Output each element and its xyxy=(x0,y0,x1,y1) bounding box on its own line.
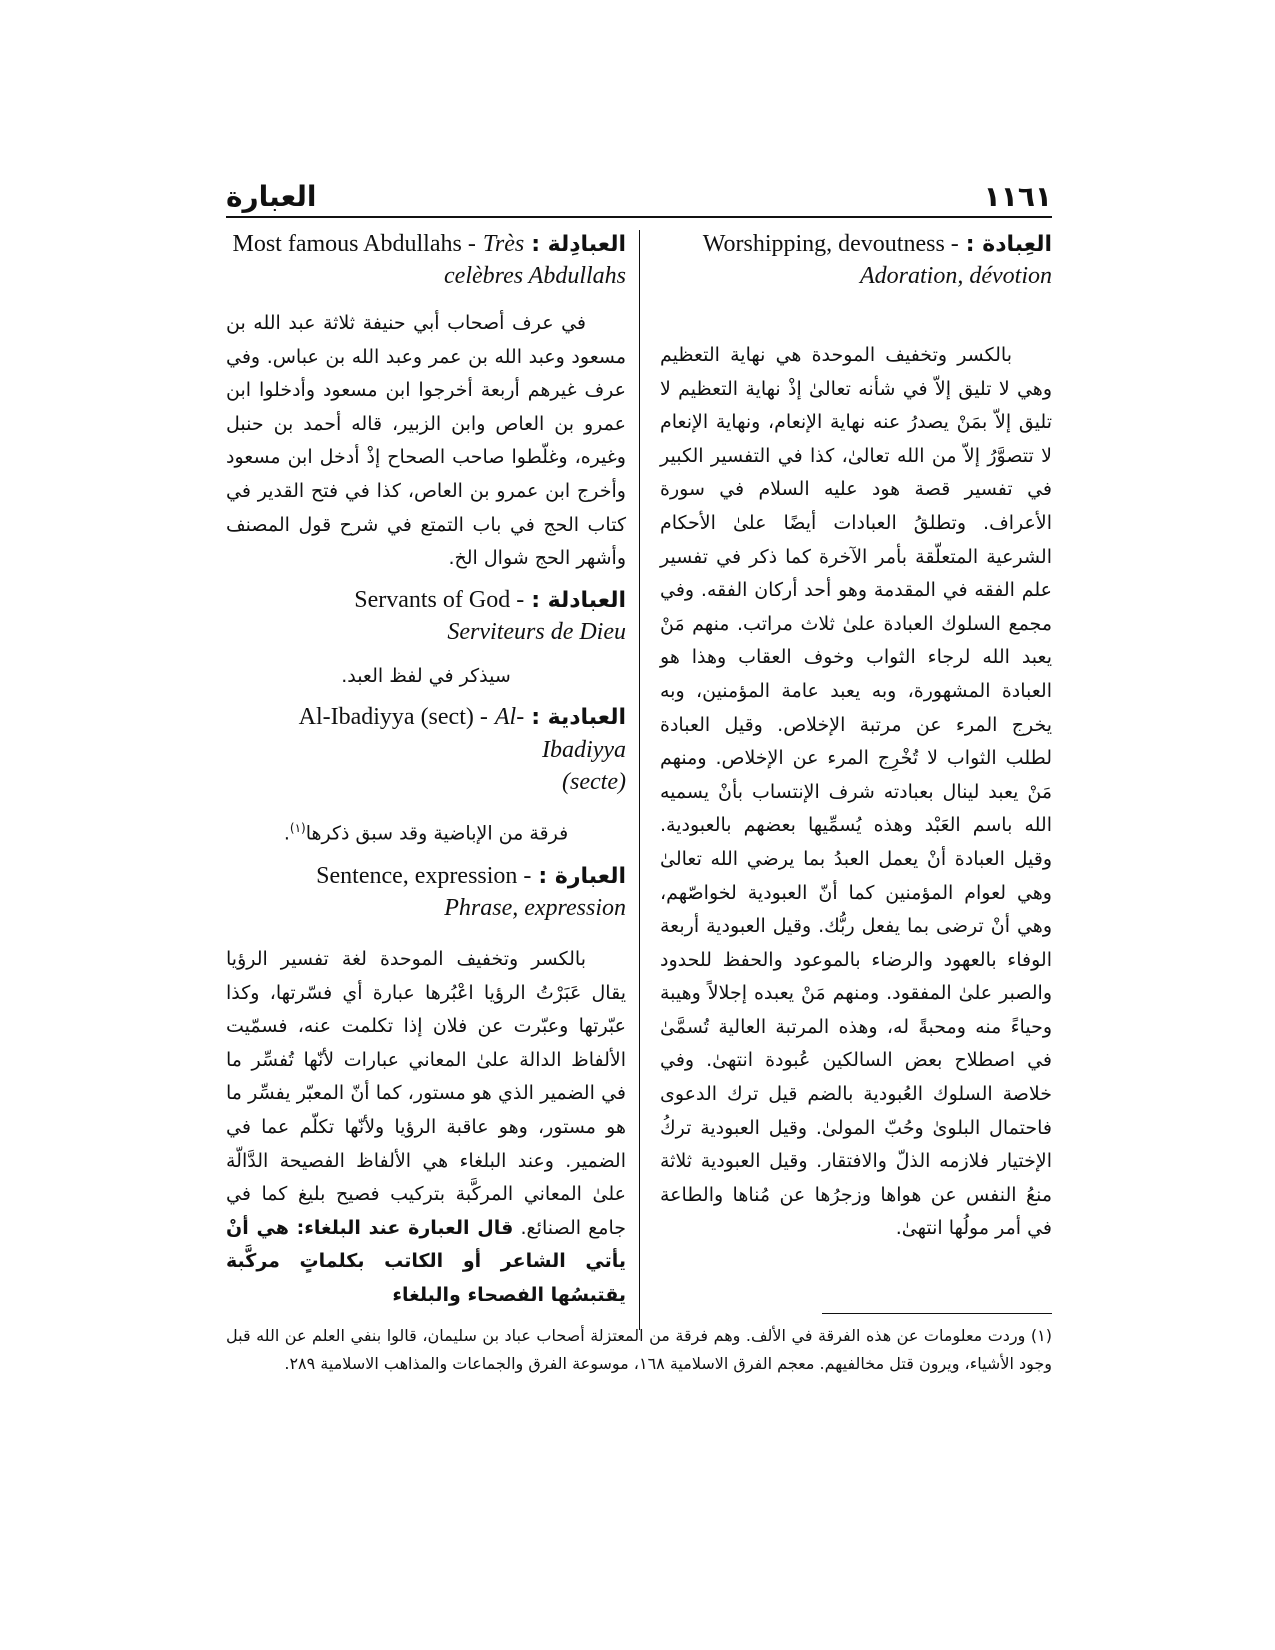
entry-english: Most famous Abdullahs - xyxy=(232,231,476,257)
column-divider xyxy=(639,230,640,1330)
entry-body-bold: قال العبارة عند البلغاء: هي أنْ يأتي الشاعر أو الكاتب بكلماتٍ مركَّبة يقتبسُها الفصحاء والبلغاء xyxy=(226,1216,626,1307)
running-title: العبارة xyxy=(226,180,317,213)
entry-english: Sentence, expression - xyxy=(316,863,532,890)
running-head xyxy=(226,180,1052,216)
footnote-label: (١) xyxy=(1030,1326,1052,1345)
entry-french-inline: Très xyxy=(482,231,525,257)
entry-body xyxy=(226,943,626,1313)
entry-french: (secte) xyxy=(562,768,626,795)
entry-body: بالكسر وتخفيف الموحدة هي نهاية التعظيم وهي لا تليق إلاّ في شأنه تعالىٰ إذْ نهاية التعظيم لا تليق إلاّ بمَنْ يصدرُ عنه نهاية الإنعام، ونهاية الإنعام لا تتصوَّرُ إلاّ من الله تعالىٰ، كذا في التفسير الكبير في تفسير قصة هود عليه السلام في سورة الأعراف. وتطلقُ العبادات أيضًا علىٰ الأحكام الشرعية المتعلّقة بأمر الآخرة كما ذكر في تفسير علم الفقه في المقدمة وهو أحد أركان الفقه. وفي مجمع السلوك العبادة علىٰ ثلاث مراتب. منهم مَنْ يعبد الله لرجاء الثواب وخوف العقاب وهذا هو العبادة المشهورة، وبه يعبد عامة المؤمنين، وبه يخرج المرء عن مرتبة الإخلاص. وقيل العبادة لطلب الثواب لا تُخْرِج المرء عن الإخلاص. ومنهم مَنْ يعبد لينال بعبادته شرف الإنتساب بأنْ يسميه الله باسم العَبْد وهذه يُسمِّيها بعضهم بالعبودية. وقيل العبادة أنْ يعمل العبدُ بما يرضي الله تعالىٰ وهي لعوام المؤمنين كما أنّ العبودية لخواصّهم، وهي أنْ ترضى بما يفعل ربُّك. وقيل العبودية أربعة الوفاء بالعهود والرضاء بالموعود والحفظ للحدود والصبر علىٰ المفقود. ومنهم مَنْ يعبده إجلالاً وهيبة وحياءً منه ومحبةً له، وهذه المرتبة العالية تُسمَّىٰ في اصطلاح بعض السالكين عُبودة انتهىٰ. وفي خلاصة السلوك العُبودية بالضم قيل ترك الدعوى فاحتمال البلوىٰ وحُبّ المولىٰ. وقيل العبودية تركُ الإختيار فلازمه الذلّ والافتقار. وقيل العبودية ثلاثة منعُ النفس عن هواها وزجرُها عن مُناها والطاعة في أمر مولُها انتهىٰ. xyxy=(660,344,1052,1240)
entry-heading xyxy=(226,584,626,617)
entry-english: Al-Ibadiyya (sect) - xyxy=(298,703,488,730)
footnote xyxy=(226,1322,1052,1378)
header-rule xyxy=(226,216,1052,218)
entry-heading xyxy=(226,701,626,767)
entry-english: Worshipping, devoutness - xyxy=(702,231,959,257)
page-number: ١١٦١ xyxy=(983,180,1052,213)
entry-body-text: فرقة من الإباضية وقد سبق ذكرها xyxy=(305,822,569,845)
footnote-rule xyxy=(822,1313,1052,1314)
entry-english: Servants of God - xyxy=(354,586,525,613)
entry-term: العبادلة : xyxy=(531,587,626,613)
entry-body: في عرف أصحاب أبي حنيفة ثلاثة عبد الله بن مسعود وعبد الله بن عمر وعبد الله بن عباس. وفي عرف غيرهم أربعة أخرجوا ابن مسعود وأدخلوا ابن عمرو بن العاص وابن الزبير، قاله أحمد بن حنبل وغيره، وغلّطوا صاحب الصحاح إذْ أدخل ابن مسعود وأخرج ابن عمرو بن العاص، كذا في فتح القدير في كتاب الحج في باب التمتع في شرح قول المصنف وأشهر الحج شوال الخ. xyxy=(226,312,626,570)
entry-french: Serviteurs de Dieu xyxy=(447,618,626,645)
entry-french: Phrase, expression xyxy=(444,895,626,922)
entry-heading xyxy=(226,228,626,261)
right-column xyxy=(660,228,1052,1246)
entry-term: العبادية : xyxy=(531,704,626,730)
entry-french: celèbres Abdullahs xyxy=(444,263,626,289)
entry-term: العِبادة : xyxy=(965,232,1052,257)
footnote-text: وردت معلومات عن هذه الفرقة في الألف. وهم فرقة من المعتزلة أصحاب عباد بن سليمان، قالوا بنفي العلم عن الله قبل وجود الأشياء، ويرون قتل مخالفيهم. معجم الفرق الاسلامية ١٦٨، موسوعة الفرق والجماعات والمذاهب الاسلامية ٢٨٩. xyxy=(226,1326,1052,1373)
entry-body xyxy=(226,811,626,850)
left-column xyxy=(226,228,626,1313)
entry-french-inline: Al-Ibadiyya xyxy=(494,703,626,763)
entry-heading xyxy=(660,228,1052,261)
entry-term: العبارة : xyxy=(538,864,626,890)
entry-body-text: بالكسر وتخفيف الموحدة لغة تفسير الرؤيا يقال عَبَرْتُ الرؤيا اعْبُرها عبارة أي فسّرتها، وكذا عبّرتها وعبّرت عن فلان إذا تكلمت عنه، فسمّيت الألفاظ الدالة علىٰ المعاني عبارات لأنّها تُفسِّر ما في الضمير الذي هو مستور، كما أنّ المعبّر يفسِّر ما هو مستور، وهو عاقبة الرؤيا ولأنّها تكلّم عما في الضمير. وعند البلغاء هي الألفاظ الفصيحة الدَّالّة علىٰ المعاني المركَّبة بتركيب فصيح بليغ كما في جامع الصنائع. xyxy=(226,948,627,1239)
entry-french: Adoration, dévotion xyxy=(860,263,1052,289)
entry-body: سيذكر في لفظ العبد. xyxy=(341,664,511,687)
footnote-reference[interactable]: (١) xyxy=(289,820,306,835)
entry-heading xyxy=(226,860,626,893)
entry-term: العبادِلة : xyxy=(531,232,626,257)
entry-body-end: . xyxy=(283,822,290,845)
